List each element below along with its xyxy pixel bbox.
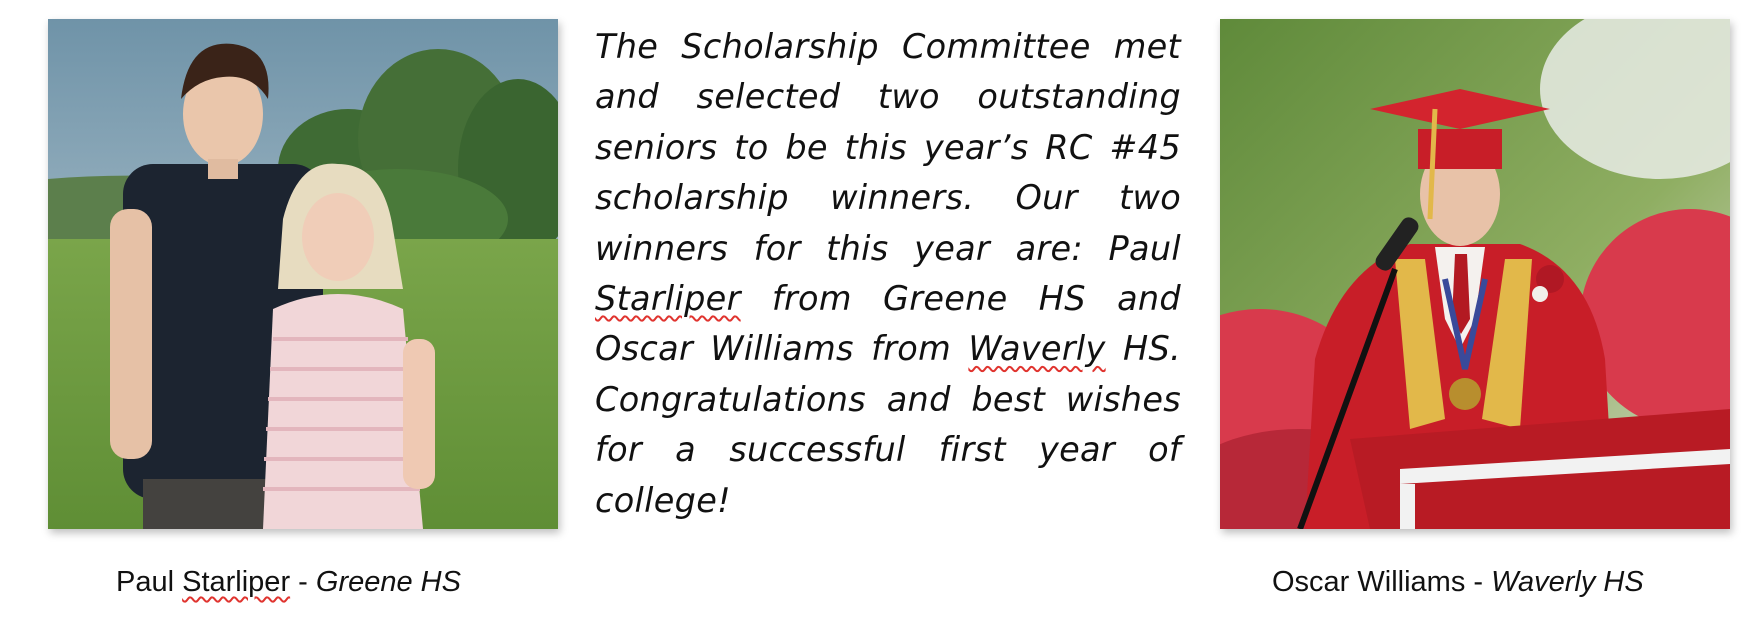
photo-paul-starliper-image <box>48 19 558 529</box>
caption-right-school: Waverly HS <box>1491 566 1644 598</box>
caption-left-first-name: Paul <box>116 566 183 598</box>
caption-left-separator: - <box>290 566 316 598</box>
photo-oscar-williams <box>1220 19 1730 529</box>
spellcheck-word-waverly[interactable]: Waverly <box>968 329 1106 369</box>
announcement-paragraph <box>595 22 1181 526</box>
caption-left-last-name[interactable]: Starliper <box>182 566 291 598</box>
paragraph-text-3: HS. Congratulations and best wishes for a successful first year of college! <box>595 329 1181 520</box>
caption-oscar-williams <box>1272 566 1644 599</box>
spellcheck-word-starliper[interactable]: Starliper <box>595 279 741 319</box>
photo-oscar-williams-image <box>1220 19 1730 529</box>
photo-paul-starliper <box>48 19 558 529</box>
paragraph-text-1: The Scholarship Committee met and selected two outstanding seniors to be this year’s RC #45 scholarship winners. Our two winners for this year are: Paul <box>595 27 1181 268</box>
caption-paul-starliper <box>116 566 461 599</box>
caption-right-separator: - <box>1465 566 1492 598</box>
paragraph-text-2: from Greene HS and Oscar Williams from <box>595 279 1181 369</box>
caption-right-name: Oscar Williams <box>1272 566 1466 598</box>
caption-left-school: Greene HS <box>315 566 461 598</box>
